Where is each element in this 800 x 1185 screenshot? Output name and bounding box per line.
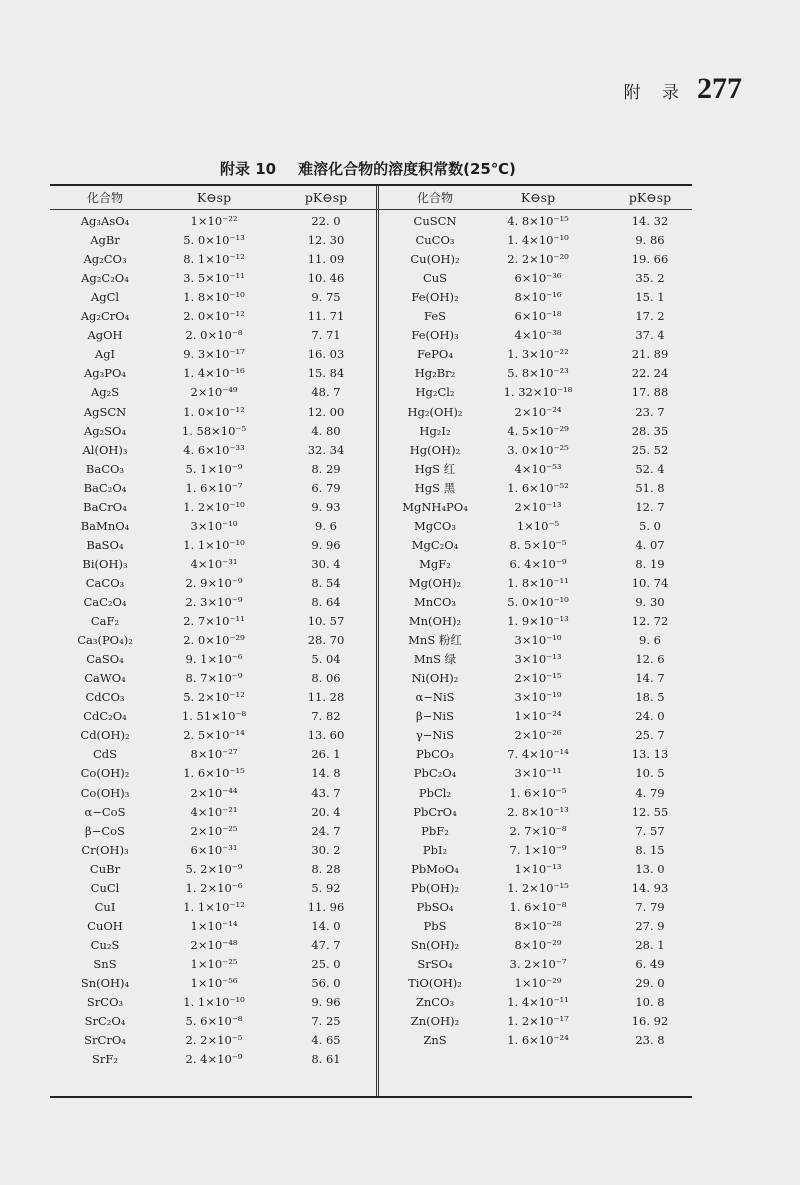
table-cell-right-compound: PbF₂ (421, 823, 449, 838)
table-cell-left-pksp: 48. 7 (311, 385, 341, 400)
table-cell-right-ksp: 2×10⁻¹³ (514, 499, 562, 514)
table-cell-left-compound: CaCO₃ (85, 575, 125, 590)
table-cell-left-ksp: 5. 0×10⁻¹³ (183, 233, 245, 248)
table-cell-left-pksp: 14. 0 (311, 918, 341, 933)
table-cell-left-pksp: 10. 46 (307, 271, 345, 286)
table-cell-left-compound: CuCl (90, 880, 120, 895)
table-cell-right-ksp: 2×10⁻²⁴ (514, 404, 562, 419)
header-ksp-left: K⊖sp (196, 190, 232, 205)
table-cell-right-pksp: 27. 9 (635, 918, 665, 933)
table-cell-right-compound: HgS 黑 (414, 480, 456, 495)
table-cell-left-pksp: 26. 1 (311, 747, 341, 762)
table-cell-left-ksp: 1×10⁻⁵⁶ (190, 976, 238, 990)
table-cell-left-compound: Ag₃PO₄ (83, 366, 127, 381)
table-cell-right-pksp: 5. 0 (639, 518, 661, 533)
table-cell-left-ksp: 9. 3×10⁻¹⁷ (183, 347, 245, 362)
table-cell-left-pksp: 28. 70 (307, 633, 345, 648)
table-cell-left-compound: Cu₂S (90, 937, 120, 952)
table-cell-left-pksp: 8. 28 (311, 861, 341, 876)
table-cell-left-pksp: 8. 29 (311, 461, 341, 476)
table-cell-right-pksp: 29. 0 (635, 976, 665, 990)
table-cell-left-compound: Bi(OH)₃ (82, 556, 128, 571)
table-cell-right-compound: ZnS (423, 1033, 447, 1048)
table-cell-right-ksp: 1. 6×10⁻⁵ (509, 785, 567, 800)
table-cell-right-pksp: 35. 2 (635, 271, 665, 286)
table-cell-right-compound: Hg₂Cl₂ (415, 385, 455, 400)
table-cell-right-ksp: 3. 0×10⁻²⁵ (507, 442, 569, 457)
table-cell-left-compound: Co(OH)₂ (80, 766, 130, 781)
table-cell-right-compound: Hg(OH)₂ (409, 442, 461, 457)
table-cell-right-pksp: 21. 89 (631, 347, 669, 362)
table-cell-left-compound: AgOH (87, 328, 123, 343)
table-cell-left-compound: BaSO₄ (86, 537, 124, 552)
table-cell-left-pksp: 5. 04 (311, 652, 341, 667)
table-cell-right-compound: CuSCN (413, 214, 457, 228)
table-cell-right-ksp: 5. 0×10⁻¹⁰ (507, 595, 569, 609)
table-cell-right-ksp: 4×10⁻³⁸ (514, 328, 562, 343)
table-cell-left-pksp: 30. 4 (311, 556, 341, 571)
table-cell-left-compound: CuI (94, 899, 116, 914)
table-cell-left-compound: Cr(OH)₃ (81, 842, 129, 857)
table-cell-right-compound: PbCrO₄ (413, 804, 457, 819)
page-number: 277 (697, 72, 742, 105)
table-cell-left-compound: CdS (92, 747, 118, 762)
table-cell-right-pksp: 16. 92 (631, 1014, 669, 1029)
table-cell-right-pksp: 37. 4 (635, 328, 665, 343)
table-cell-left-pksp: 30. 2 (311, 842, 341, 857)
table-cell-left-compound: CaSO₄ (86, 652, 124, 667)
table-cell-right-compound: ZnCO₃ (415, 995, 455, 1010)
table-cell-left-compound: CaF₂ (90, 614, 120, 629)
table-cell-right-pksp: 25. 7 (635, 728, 665, 743)
table-cell-right-pksp: 12. 6 (635, 652, 665, 667)
table-cell-left-ksp: 8. 7×10⁻⁹ (185, 671, 243, 686)
table-cell-left-ksp: 5. 1×10⁻⁹ (185, 461, 243, 476)
table-cell-right-compound: γ−NiS (415, 728, 455, 743)
table-cell-right-ksp: 1. 4×10⁻¹⁰ (507, 233, 569, 248)
table-cell-left-compound: Ca₃(PO₄)₂ (77, 633, 133, 648)
table-cell-right-pksp: 10. 74 (631, 575, 669, 590)
table-cell-right-compound: FePO₄ (417, 347, 453, 362)
table-cell-left-pksp: 8. 64 (311, 595, 341, 609)
table-cell-left-pksp: 6. 79 (311, 480, 341, 495)
table-cell-right-compound: PbSO₄ (416, 899, 454, 914)
table-cell-left-pksp: 12. 30 (307, 233, 345, 248)
table-cell-right-compound: Fe(OH)₂ (411, 290, 459, 305)
table-cell-left-ksp: 2×10⁻⁴⁸ (190, 937, 238, 952)
table-header-row (50, 186, 692, 210)
header-pksp-left: pK⊖sp (304, 190, 348, 205)
table-cell-right-pksp: 19. 66 (631, 252, 669, 267)
table-cell-left-compound: SnS (93, 956, 117, 971)
table-cell-left-pksp: 24. 7 (311, 823, 341, 838)
table-cell-right-ksp: 4×10⁻⁵³ (514, 461, 562, 476)
table-cell-right-pksp: 51. 8 (635, 480, 665, 495)
table-cell-right-ksp: 1. 9×10⁻¹³ (507, 614, 569, 629)
table-cell-left-compound: CuBr (89, 861, 121, 876)
table-cell-left-ksp: 2. 4×10⁻⁹ (185, 1052, 243, 1067)
table-cell-right-compound: PbMoO₄ (411, 861, 459, 876)
table-cell-right-compound: PbC₂O₄ (413, 766, 457, 781)
table-cell-right-compound: MgC₂O₄ (411, 537, 459, 552)
solubility-table (50, 184, 692, 1098)
table-cell-right-pksp: 25. 52 (631, 442, 669, 457)
table-cell-left-compound: α−CoS (84, 804, 126, 819)
table-cell-left-ksp: 1. 0×10⁻¹² (183, 404, 245, 419)
table-cell-left-ksp: 1. 4×10⁻¹⁶ (183, 366, 245, 381)
table-cell-right-compound: β−NiS (416, 709, 454, 724)
table-cell-right-ksp: 1×10⁻¹³ (514, 861, 562, 876)
table-cell-right-ksp: 1. 32×10⁻¹⁸ (503, 385, 573, 400)
table-cell-left-compound: Al(OH)₃ (82, 442, 128, 457)
table-cell-right-pksp: 13. 13 (631, 747, 669, 762)
table-cell-right-pksp: 9. 30 (635, 595, 665, 609)
table-cell-right-ksp: 7. 1×10⁻⁹ (509, 842, 567, 857)
table-cell-left-ksp: 1. 6×10⁻⁷ (185, 480, 243, 495)
table-cell-left-ksp: 1. 1×10⁻¹⁰ (183, 995, 245, 1010)
table-cell-right-pksp: 4. 79 (635, 785, 665, 800)
table-cell-right-pksp: 18. 5 (635, 690, 665, 705)
table-cell-right-ksp: 8. 5×10⁻⁵ (509, 537, 567, 552)
table-cell-left-pksp: 12. 00 (307, 404, 345, 419)
table-cell-left-ksp: 2. 7×10⁻¹¹ (183, 614, 245, 629)
table-cell-right-compound: PbI₂ (422, 842, 448, 857)
table-cell-right-compound: Pb(OH)₂ (410, 880, 460, 895)
table-cell-right-pksp: 4. 07 (635, 537, 665, 552)
table-cell-left-ksp: 5. 2×10⁻¹² (183, 690, 245, 705)
table-cell-left-compound: CaWO₄ (84, 671, 126, 686)
table-cell-left-compound: AgI (94, 347, 116, 362)
table-cell-left-compound: SrCO₃ (86, 995, 124, 1010)
table-cell-left-compound: Co(OH)₃ (80, 785, 130, 800)
table-cell-right-pksp: 14. 7 (635, 671, 665, 686)
table-cell-right-ksp: 2. 8×10⁻¹³ (507, 804, 569, 819)
table-cell-right-ksp: 2×10⁻²⁶ (514, 728, 562, 743)
table-cell-left-ksp: 3×10⁻¹⁰ (190, 518, 238, 533)
table-cell-right-pksp: 6. 49 (635, 956, 665, 971)
table-cell-left-compound: BaCO₃ (85, 461, 125, 476)
table-cell-right-ksp: 1. 2×10⁻¹⁵ (507, 880, 569, 895)
table-cell-left-ksp: 1. 58×10⁻⁵ (181, 423, 247, 438)
table-cell-left-ksp: 2×10⁻⁴⁴ (190, 785, 238, 800)
table-cell-left-compound: Ag₂CrO₄ (80, 309, 130, 324)
table-cell-left-ksp: 9. 1×10⁻⁶ (185, 652, 243, 667)
table-cell-right-ksp: 6. 4×10⁻⁹ (509, 556, 567, 571)
table-cell-right-compound: MgCO₃ (414, 518, 456, 533)
table-cell-left-compound: BaC₂O₄ (83, 480, 127, 495)
table-cell-right-pksp: 12. 72 (631, 614, 669, 629)
table-cell-right-compound: MgF₂ (419, 556, 451, 571)
table-cell-left-pksp: 9. 96 (311, 537, 341, 552)
table-cell-right-compound: Zn(OH)₂ (410, 1014, 460, 1029)
table-cell-right-pksp: 8. 15 (635, 842, 665, 857)
table-cell-right-pksp: 12. 7 (635, 499, 665, 514)
table-cell-left-compound: CuOH (87, 918, 123, 933)
table-cell-left-ksp: 5. 2×10⁻⁹ (185, 861, 243, 876)
table-cell-left-compound: CdC₂O₄ (83, 709, 127, 724)
table-cell-left-ksp: 1. 1×10⁻¹² (183, 899, 245, 914)
table-cell-right-ksp: 1. 6×10⁻⁸ (509, 899, 567, 914)
table-cell-right-pksp: 9. 6 (639, 633, 661, 648)
table-cell-right-ksp: 1. 4×10⁻¹¹ (507, 995, 569, 1010)
table-cell-right-compound: SrSO₄ (417, 956, 453, 971)
table-cell-right-ksp: 1. 6×10⁻⁵² (507, 480, 569, 495)
table-cell-right-pksp: 7. 57 (635, 823, 665, 838)
table-cell-right-compound: MgNH₄PO₄ (402, 499, 468, 514)
header-compound-right: 化合物 (416, 191, 453, 205)
table-cell-right-compound: TiO(OH)₂ (408, 976, 462, 990)
table-cell-right-compound: PbS (423, 918, 447, 933)
table-cell-left-ksp: 4×10⁻³¹ (190, 556, 238, 571)
table-cell-right-compound: Cu(OH)₂ (410, 252, 460, 267)
table-cell-left-compound: Sn(OH)₄ (80, 976, 130, 990)
table-cell-right-ksp: 3×10⁻¹⁹ (514, 690, 562, 705)
table-cell-right-ksp: 4. 8×10⁻¹⁵ (507, 214, 569, 228)
table-cell-left-compound: Ag₂S (90, 385, 120, 400)
header-ksp-right: K⊖sp (520, 190, 556, 205)
table-cell-left-pksp: 11. 71 (307, 309, 345, 324)
table-cell-left-ksp: 4×10⁻²¹ (190, 804, 238, 819)
table-cell-right-ksp: 2×10⁻¹⁵ (514, 671, 562, 686)
table-cell-right-compound: MnCO₃ (413, 595, 457, 609)
table-cell-right-pksp: 28. 35 (631, 423, 669, 438)
table-cell-left-ksp: 8. 1×10⁻¹² (183, 252, 245, 267)
table-cell-right-ksp: 4. 5×10⁻²⁹ (507, 423, 569, 438)
table-cell-left-pksp: 43. 7 (311, 785, 341, 800)
table-cell-left-ksp: 2. 0×10⁻¹² (183, 309, 245, 324)
table-cell-left-ksp: 1. 51×10⁻⁸ (181, 709, 247, 724)
table-cell-right-compound: Hg₂Br₂ (414, 366, 456, 381)
table-cell-right-compound: PbCO₃ (416, 747, 454, 762)
table-cell-left-pksp: 9. 93 (311, 499, 341, 514)
table-cell-right-pksp: 17. 88 (631, 385, 669, 400)
table-cell-right-compound: Mn(OH)₂ (408, 614, 462, 629)
table-cell-left-compound: Ag₂CO₃ (83, 252, 127, 267)
table-cell-right-compound: Sn(OH)₂ (410, 937, 460, 952)
table-cell-right-pksp: 24. 0 (635, 709, 665, 724)
table-cell-left-compound: SrF₂ (92, 1052, 118, 1067)
table-cell-right-ksp: 8×10⁻²⁸ (514, 918, 562, 933)
table-cell-left-pksp: 8. 61 (311, 1052, 341, 1067)
table-cell-left-pksp: 20. 4 (311, 804, 341, 819)
table-cell-left-pksp: 11. 09 (307, 252, 345, 267)
table-cell-right-compound: MnS 绿 (413, 652, 457, 667)
table-cell-left-ksp: 4. 6×10⁻³³ (183, 442, 245, 457)
table-cell-right-compound: PbCl₂ (418, 785, 452, 800)
table-cell-right-compound: HgS 红 (414, 461, 456, 476)
table-cell-left-pksp: 15. 84 (307, 366, 345, 381)
table-cell-left-ksp: 1. 2×10⁻¹⁰ (183, 499, 245, 514)
table-cell-left-compound: Ag₂C₂O₄ (81, 271, 129, 286)
table-cell-left-pksp: 8. 54 (311, 575, 341, 590)
table-cell-left-compound: Ag₂SO₄ (83, 423, 127, 438)
table-cell-right-ksp: 3×10⁻¹³ (514, 652, 562, 667)
table-cell-right-ksp: 1. 6×10⁻²⁴ (507, 1033, 569, 1048)
table-cell-left-compound: SrC₂O₄ (84, 1014, 126, 1029)
table-cell-left-compound: Cd(OH)₂ (80, 728, 130, 743)
table-cell-left-compound: CdCO₃ (85, 690, 125, 705)
table-cell-left-ksp: 1×10⁻²² (190, 214, 238, 228)
table-cell-left-pksp: 9. 96 (311, 995, 341, 1010)
table-cell-left-pksp: 32. 34 (307, 442, 345, 457)
table-cell-left-ksp: 1. 6×10⁻¹⁵ (183, 766, 245, 781)
table-cell-right-pksp: 8. 19 (635, 556, 665, 571)
table-cell-right-pksp: 23. 7 (635, 404, 665, 419)
table-cell-right-ksp: 1×10⁻²⁴ (514, 709, 562, 724)
table-cell-left-ksp: 2. 0×10⁻²⁹ (183, 633, 245, 648)
table-cell-right-compound: Mg(OH)₂ (408, 575, 462, 590)
table-cell-left-pksp: 16. 03 (307, 347, 345, 362)
table-cell-left-ksp: 1. 2×10⁻⁶ (185, 880, 243, 895)
table-cell-right-compound: CuS (422, 271, 448, 286)
table-cell-right-ksp: 5. 8×10⁻²³ (507, 366, 569, 381)
table-cell-right-compound: Hg₂(OH)₂ (407, 404, 463, 419)
table-cell-left-pksp: 8. 06 (311, 671, 341, 686)
table-cell-right-pksp: 12. 55 (631, 804, 669, 819)
table-cell-right-pksp: 7. 79 (635, 899, 665, 914)
table-cell-right-compound: CuCO₃ (415, 233, 455, 248)
table-cell-right-ksp: 1. 3×10⁻²² (507, 347, 569, 362)
table-cell-left-ksp: 1. 8×10⁻¹⁰ (183, 290, 245, 305)
table-cell-left-compound: BaMnO₄ (80, 518, 130, 533)
table-cell-left-pksp: 11. 96 (307, 899, 345, 914)
table-cell-left-compound: β−CoS (85, 823, 125, 838)
table-cell-right-compound: Fe(OH)₃ (411, 328, 459, 343)
table-cell-left-ksp: 1. 1×10⁻¹⁰ (183, 537, 245, 552)
table-cell-left-pksp: 9. 6 (315, 518, 337, 533)
table-cell-left-ksp: 2. 3×10⁻⁹ (185, 595, 243, 609)
table-cell-right-compound: Hg₂I₂ (419, 423, 451, 438)
table-cell-left-ksp: 1×10⁻¹⁴ (190, 918, 238, 933)
table-cell-right-ksp: 8×10⁻¹⁶ (514, 290, 562, 305)
table-cell-right-compound: FeS (423, 309, 447, 324)
table-cell-right-pksp: 15. 1 (635, 290, 665, 305)
table-cell-left-ksp: 2. 0×10⁻⁸ (185, 328, 243, 343)
table-cell-right-compound: α−NiS (415, 690, 455, 705)
table-cell-right-ksp: 8×10⁻²⁹ (514, 937, 562, 952)
table-cell-right-ksp: 6×10⁻³⁶ (514, 271, 562, 286)
table-cell-left-pksp: 56. 0 (311, 976, 341, 990)
table-cell-left-pksp: 47. 7 (311, 937, 341, 952)
table-cell-right-pksp: 14. 32 (631, 214, 669, 228)
table-cell-left-compound: BaCrO₄ (83, 499, 127, 514)
table-cell-left-pksp: 14. 8 (311, 766, 341, 781)
table-title-text: 难溶化合物的溶度积常数(25℃) (298, 160, 516, 178)
table-cell-right-pksp: 28. 1 (635, 937, 665, 952)
table-cell-right-ksp: 7. 4×10⁻¹⁴ (507, 747, 569, 762)
table-cell-left-pksp: 5. 92 (311, 880, 341, 895)
table-title (220, 158, 516, 179)
table-cell-right-pksp: 13. 0 (635, 861, 665, 876)
table-cell-right-pksp: 17. 2 (635, 309, 665, 324)
table-cell-left-ksp: 2×10⁻⁴⁹ (190, 385, 238, 400)
table-cell-right-pksp: 10. 8 (635, 995, 665, 1010)
table-cell-left-ksp: 2×10⁻²⁵ (190, 823, 238, 838)
table-cell-left-pksp: 4. 65 (311, 1033, 341, 1048)
table-cell-right-pksp: 23. 8 (635, 1033, 665, 1048)
table-cell-right-ksp: 1. 8×10⁻¹¹ (507, 575, 569, 590)
table-cell-right-pksp: 22. 24 (631, 366, 669, 381)
table-cell-left-ksp: 2. 2×10⁻⁵ (185, 1033, 243, 1048)
table-cell-left-ksp: 5. 6×10⁻⁸ (185, 1014, 243, 1029)
header-pksp-right: pK⊖sp (628, 190, 672, 205)
header-label: 附 录 (623, 83, 687, 103)
table-cell-right-pksp: 10. 5 (635, 766, 665, 781)
table-cell-right-pksp: 52. 4 (635, 461, 665, 476)
table-cell-left-compound: Ag₃AsO₄ (80, 214, 130, 228)
table-cell-right-ksp: 2. 7×10⁻⁸ (509, 823, 567, 838)
table-cell-left-compound: AgBr (90, 233, 120, 248)
table-cell-left-ksp: 8×10⁻²⁷ (190, 747, 238, 762)
table-cell-right-pksp: 9. 86 (635, 233, 665, 248)
table-cell-left-pksp: 22. 0 (311, 214, 341, 228)
table-cell-right-compound: MnS 粉红 (408, 633, 462, 648)
column-divider (376, 186, 379, 1096)
table-cell-right-ksp: 3×10⁻¹¹ (514, 766, 562, 781)
table-number: 附录 10 (220, 160, 277, 178)
table-cell-right-pksp: 14. 93 (631, 880, 669, 895)
table-cell-right-compound: Ni(OH)₂ (411, 671, 459, 686)
table-cell-left-ksp: 2. 9×10⁻⁹ (185, 575, 243, 590)
table-cell-left-compound: AgCl (90, 290, 120, 305)
table-cell-left-ksp: 2. 5×10⁻¹⁴ (183, 728, 245, 743)
table-cell-right-ksp: 6×10⁻¹⁸ (514, 309, 562, 324)
table-cell-left-pksp: 9. 75 (311, 290, 341, 305)
table-cell-right-ksp: 1×10⁻²⁹ (514, 976, 562, 990)
table-cell-left-compound: SrCrO₄ (84, 1033, 126, 1048)
table-cell-left-ksp: 6×10⁻³¹ (190, 842, 238, 857)
table-cell-left-pksp: 25. 0 (311, 956, 341, 971)
table-cell-left-pksp: 4. 80 (311, 423, 341, 438)
table-cell-left-pksp: 7. 25 (311, 1014, 341, 1029)
table-cell-right-ksp: 2. 2×10⁻²⁰ (507, 252, 569, 267)
table-cell-left-pksp: 10. 57 (307, 614, 345, 629)
table-cell-right-ksp: 1×10⁻⁵ (516, 518, 560, 533)
table-cell-left-pksp: 7. 71 (311, 328, 341, 343)
table-cell-left-pksp: 11. 28 (307, 690, 345, 705)
table-cell-left-ksp: 3. 5×10⁻¹¹ (183, 271, 245, 286)
table-cell-right-ksp: 3×10⁻¹⁰ (514, 633, 562, 648)
table-cell-left-ksp: 1×10⁻²⁵ (190, 956, 238, 971)
table-cell-left-compound: AgSCN (83, 404, 127, 419)
table-cell-right-ksp: 1. 2×10⁻¹⁷ (507, 1014, 569, 1029)
page-header (624, 72, 742, 106)
table-cell-left-compound: CaC₂O₄ (83, 595, 127, 609)
header-compound-left: 化合物 (86, 191, 123, 205)
table-cell-left-pksp: 13. 60 (307, 728, 345, 743)
table-cell-right-ksp: 3. 2×10⁻⁷ (509, 956, 567, 971)
table-cell-left-pksp: 7. 82 (311, 709, 341, 724)
